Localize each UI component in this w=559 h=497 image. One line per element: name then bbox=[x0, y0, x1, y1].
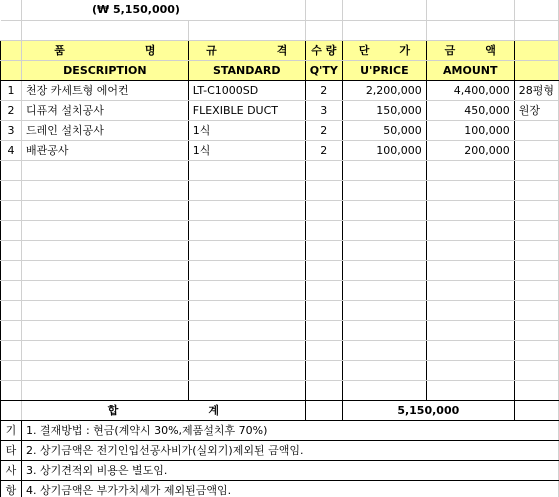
item-name[interactable]: 천장 카세트형 에어컨 bbox=[21, 80, 188, 100]
table-row[interactable] bbox=[1, 240, 559, 260]
table-row[interactable] bbox=[1, 300, 559, 320]
col-spec-en: STANDARD bbox=[188, 60, 305, 80]
total-amount[interactable]: 5,150,000 bbox=[342, 400, 514, 420]
note-side-label: 기 bbox=[1, 420, 22, 440]
item-qty[interactable]: 2 bbox=[305, 120, 342, 140]
table-row[interactable] bbox=[1, 160, 559, 180]
note-text[interactable]: 2. 상기금액은 전기인입선공사비가(실외기)제외된 금액임. bbox=[21, 440, 558, 460]
note-text[interactable]: 4. 상기금액은 부가가치세가 제외된금액임. bbox=[21, 480, 558, 497]
row-number[interactable]: 2 bbox=[1, 100, 22, 120]
total-row bbox=[1, 400, 559, 420]
row-number[interactable]: 4 bbox=[1, 140, 22, 160]
item-qty[interactable]: 2 bbox=[305, 80, 342, 100]
col-price-kr: 단 가 bbox=[342, 40, 426, 60]
item-qty[interactable]: 2 bbox=[305, 140, 342, 160]
item-amount[interactable]: 450,000 bbox=[426, 100, 514, 120]
note-side-label: 사 bbox=[1, 460, 22, 480]
col-amount-en: AMOUNT bbox=[426, 60, 514, 80]
note-row bbox=[1, 480, 559, 497]
col-qty-kr: 수 량 bbox=[305, 40, 342, 60]
item-spec[interactable]: 1식 bbox=[188, 140, 305, 160]
note-row bbox=[1, 440, 559, 460]
item-amount[interactable]: 100,000 bbox=[426, 120, 514, 140]
table-row[interactable] bbox=[1, 220, 559, 240]
table-row[interactable] bbox=[1, 100, 559, 120]
col-qty-en: Q'TY bbox=[305, 60, 342, 80]
item-spec[interactable]: 1식 bbox=[188, 120, 305, 140]
item-name[interactable]: 디퓨져 설치공사 bbox=[21, 100, 188, 120]
header-row-english bbox=[1, 60, 559, 80]
item-spec[interactable]: LT-C1000SD bbox=[188, 80, 305, 100]
table-row[interactable] bbox=[1, 120, 559, 140]
item-name[interactable]: 배관공사 bbox=[21, 140, 188, 160]
item-amount[interactable]: 200,000 bbox=[426, 140, 514, 160]
table-row[interactable] bbox=[1, 380, 559, 400]
item-price[interactable]: 150,000 bbox=[342, 100, 426, 120]
row-number[interactable]: 3 bbox=[1, 120, 22, 140]
total-label: 합 계 bbox=[21, 400, 305, 420]
table-row[interactable] bbox=[1, 360, 559, 380]
col-amount-kr: 금 액 bbox=[426, 40, 514, 60]
item-amount[interactable]: 4,400,000 bbox=[426, 80, 514, 100]
item-remark[interactable]: 28평형 bbox=[514, 80, 558, 100]
item-spec[interactable]: FLEXIBLE DUCT bbox=[188, 100, 305, 120]
item-price[interactable]: 100,000 bbox=[342, 140, 426, 160]
table-row[interactable] bbox=[1, 200, 559, 220]
table-row[interactable] bbox=[1, 340, 559, 360]
item-name[interactable]: 드레인 설치공사 bbox=[21, 120, 188, 140]
item-qty[interactable]: 3 bbox=[305, 100, 342, 120]
note-text[interactable]: 3. 상기견적외 비용은 별도임. bbox=[21, 460, 558, 480]
note-side-label: 타 bbox=[1, 440, 22, 460]
col-price-en: U'PRICE bbox=[342, 60, 426, 80]
note-row bbox=[1, 460, 559, 480]
item-price[interactable]: 2,200,000 bbox=[342, 80, 426, 100]
col-spec-kr: 규 격 bbox=[188, 40, 305, 60]
row-number[interactable]: 1 bbox=[1, 80, 22, 100]
col-name-en: DESCRIPTION bbox=[21, 60, 188, 80]
table-row[interactable] bbox=[1, 140, 559, 160]
note-row bbox=[1, 420, 559, 440]
table-row[interactable] bbox=[1, 180, 559, 200]
item-remark[interactable] bbox=[514, 140, 558, 160]
item-remark[interactable]: 원장 bbox=[514, 100, 558, 120]
header-total[interactable]: (₩ 5,150,000) bbox=[21, 0, 305, 20]
table-row[interactable] bbox=[1, 260, 559, 280]
note-side-label: 항 bbox=[1, 480, 22, 497]
item-remark[interactable] bbox=[514, 120, 558, 140]
table-row[interactable] bbox=[1, 320, 559, 340]
table-row[interactable] bbox=[1, 80, 559, 100]
item-price[interactable]: 50,000 bbox=[342, 120, 426, 140]
header-row-korean bbox=[1, 40, 559, 60]
col-name-kr: 품 명 bbox=[21, 40, 188, 60]
table-row[interactable] bbox=[1, 280, 559, 300]
note-text[interactable]: 1. 결재방법 : 현금(계약시 30%,제품설치후 70%) bbox=[21, 420, 558, 440]
